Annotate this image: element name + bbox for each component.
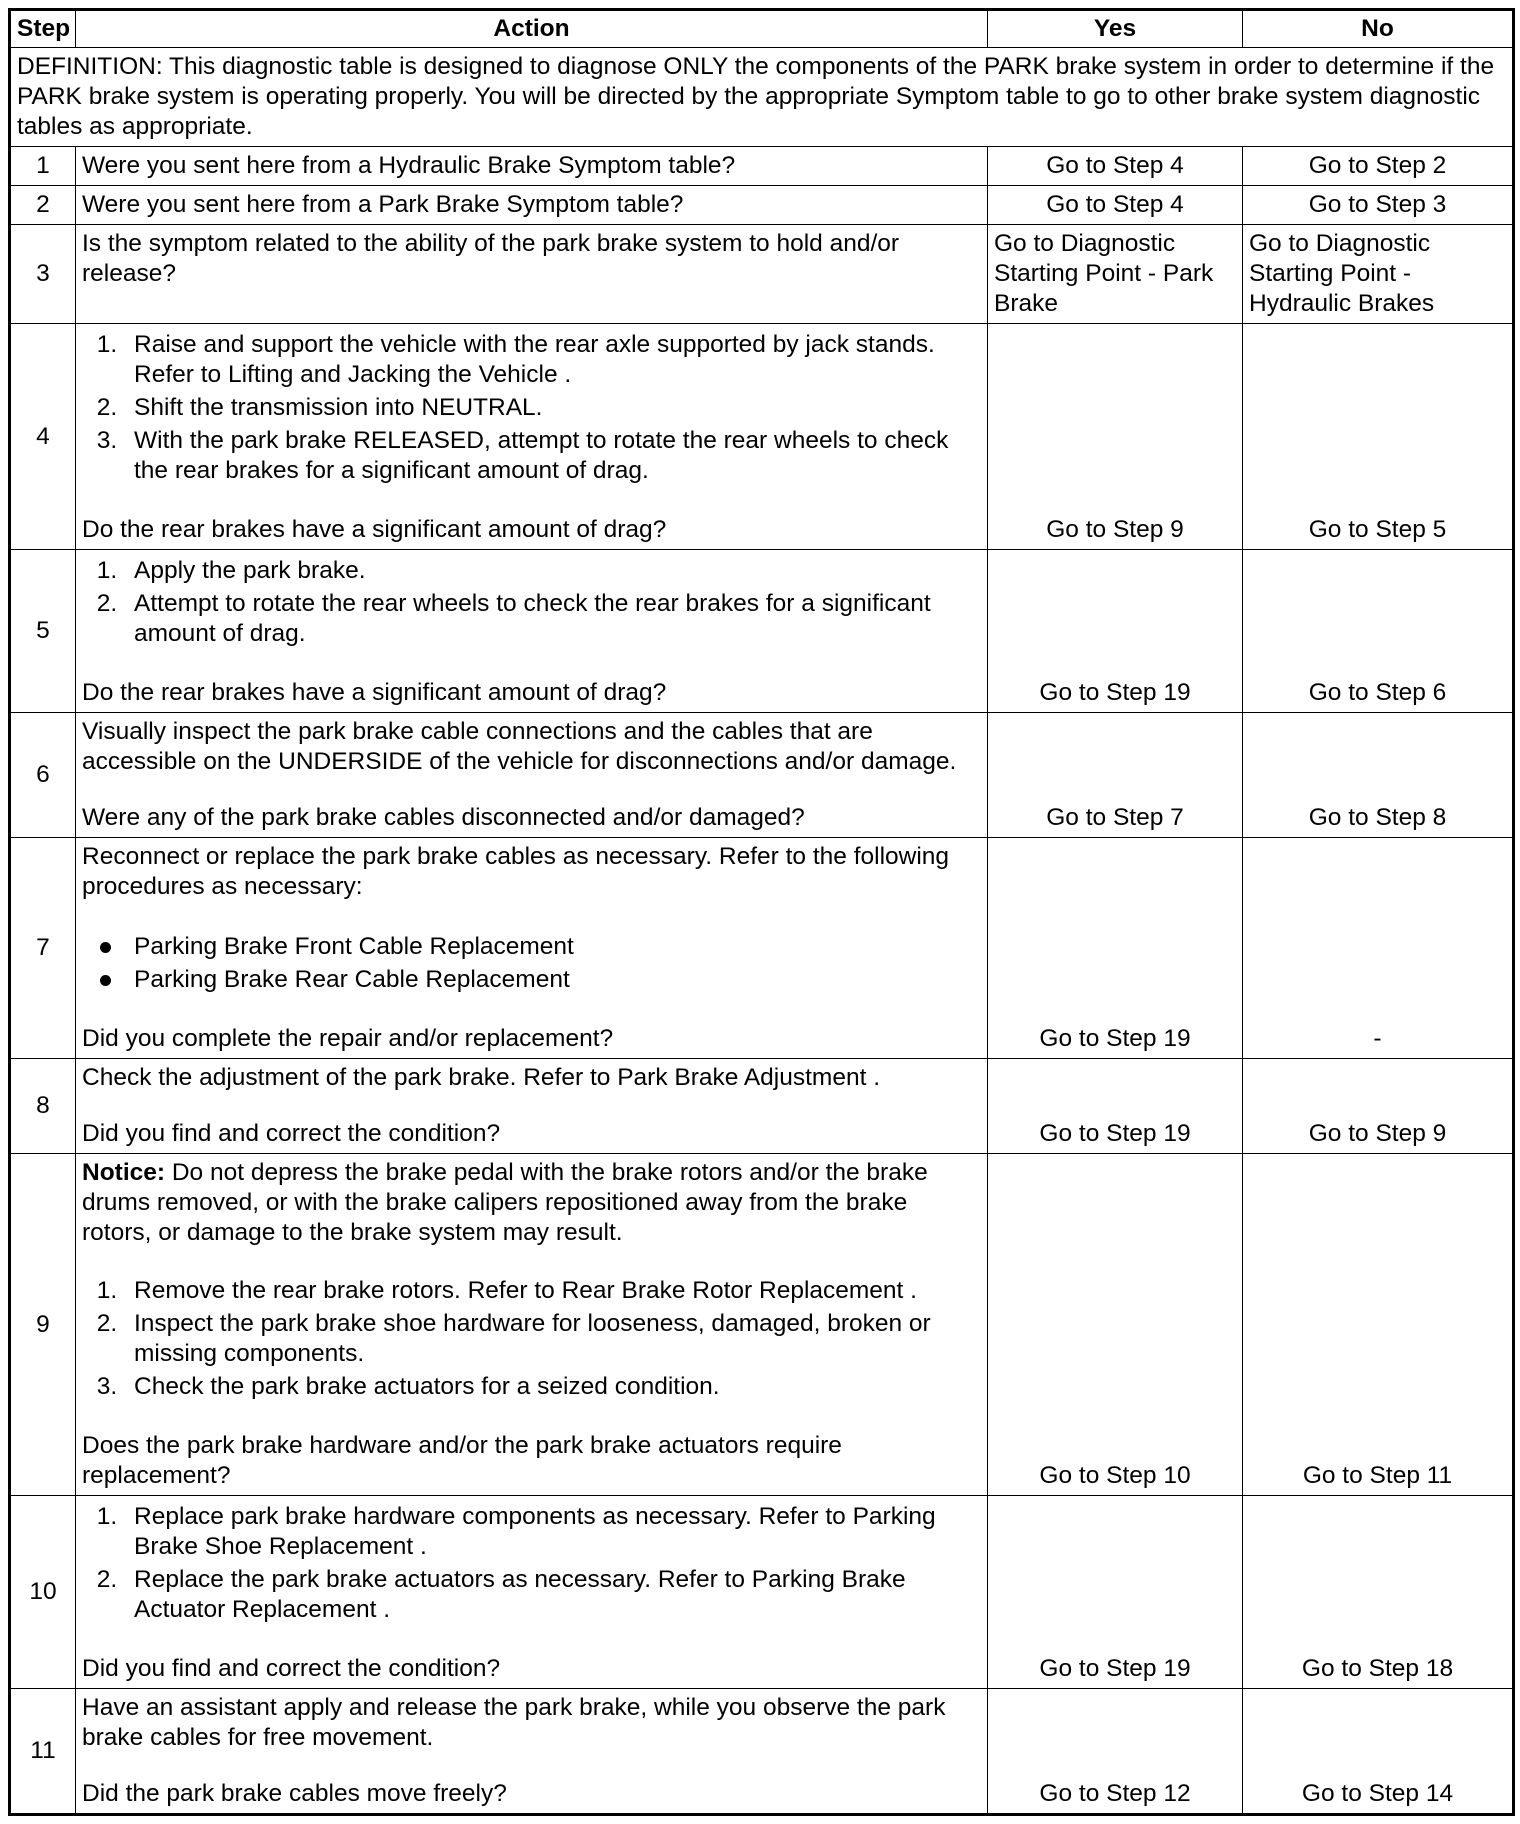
step-number: 11 <box>10 1689 76 1815</box>
header-no: No <box>1243 10 1514 48</box>
action-cell <box>76 838 988 1059</box>
no-cell: Go to Step 11 <box>1243 1154 1514 1496</box>
step-number: 5 <box>10 550 76 713</box>
list-item: 1. Remove the rear brake rotors. Refer to Rear Brake Rotor Replacement . <box>124 1276 981 1306</box>
action-cell <box>76 550 988 713</box>
procedure-list <box>82 330 981 486</box>
question-text: Were you sent here from a Hydraulic Brake Symptom table? <box>82 152 736 179</box>
list-item: 2. Replace the park brake actuators as necessary. Refer to Parking Brake Actuator Replacement . <box>124 1565 981 1625</box>
table-row <box>10 147 1514 186</box>
step-number: 7 <box>10 838 76 1059</box>
step-number: 8 <box>10 1059 76 1154</box>
yes-cell: Go to Step 19 <box>988 550 1243 713</box>
action-cell <box>76 186 988 225</box>
step-number: 10 <box>10 1496 76 1689</box>
action-cell <box>76 147 988 186</box>
yes-cell: Go to Step 9 <box>988 324 1243 550</box>
action-cell <box>76 324 988 550</box>
list-item: 1. Apply the park brake. <box>124 556 981 586</box>
no-cell: Go to Diagnostic Starting Point - Hydraulic Brakes <box>1243 225 1514 324</box>
table-row <box>10 1154 1514 1496</box>
table-row <box>10 186 1514 225</box>
no-cell: Go to Step 8 <box>1243 713 1514 838</box>
question-text: Does the park brake hardware and/or the park brake actuators require replacement? <box>82 1432 842 1489</box>
yes-cell: Go to Step 19 <box>988 1496 1243 1689</box>
action-cell <box>76 713 988 838</box>
question-text: Were any of the park brake cables disconnected and/or damaged? <box>82 804 805 831</box>
question-text: Do the rear brakes have a significant amount of drag? <box>82 679 667 706</box>
question-text: Did you find and correct the condition? <box>82 1655 501 1682</box>
no-cell: Go to Step 18 <box>1243 1496 1514 1689</box>
procedure-list <box>82 556 981 649</box>
header-yes: Yes <box>988 10 1243 48</box>
instruction-text: Have an assistant apply and release the park brake, while you observe the park brake cables for free movement. <box>82 1694 946 1751</box>
diagnostic-document <box>8 8 1512 1816</box>
notice-body: Do not depress the brake pedal with the brake rotors and/or the brake drums removed, or with the brake calipers repositioned away from the brake rotors, or damage to the brake system may result. <box>82 1159 928 1246</box>
step-number: 2 <box>10 186 76 225</box>
table-row <box>10 838 1514 1059</box>
table-row <box>10 550 1514 713</box>
instruction-text: Reconnect or replace the park brake cables as necessary. Refer to the following procedures as necessary: <box>82 843 950 900</box>
question-text: Is the symptom related to the ability of the park brake system to hold and/or release? <box>82 230 900 287</box>
step-number: 9 <box>10 1154 76 1496</box>
action-cell <box>76 1154 988 1496</box>
list-item: 1. Replace park brake hardware components as necessary. Refer to Parking Brake Shoe Replacement . <box>124 1502 981 1562</box>
table-row <box>10 324 1514 550</box>
header-row <box>10 10 1514 48</box>
action-cell <box>76 1496 988 1689</box>
procedure-list <box>82 1276 981 1402</box>
question-text: Did you complete the repair and/or replacement? <box>82 1025 614 1052</box>
yes-cell: Go to Step 19 <box>988 838 1243 1059</box>
step-number: 1 <box>10 147 76 186</box>
bullet-item: Parking Brake Front Cable Replacement <box>124 932 981 962</box>
step-number: 3 <box>10 225 76 324</box>
no-cell: Go to Step 5 <box>1243 324 1514 550</box>
notice-text <box>82 1158 981 1248</box>
list-item: 3. With the park brake RELEASED, attempt to rotate the rear wheels to check the rear brakes for a significant amount of drag. <box>124 426 981 486</box>
definition-text: DEFINITION: This diagnostic table is designed to diagnose ONLY the components of the PARK brake system in order to determine if the PARK brake system is operating properly. You will be directed by the appropriate Symptom table to go to other brake system diagnostic tables as appropriate. <box>10 48 1514 147</box>
list-item: 3. Check the park brake actuators for a seized condition. <box>124 1372 981 1402</box>
table-row <box>10 1059 1514 1154</box>
yes-cell: Go to Step 12 <box>988 1689 1243 1815</box>
procedure-bullets <box>82 932 981 995</box>
action-cell <box>76 1059 988 1154</box>
action-cell <box>76 1689 988 1815</box>
question-text: Did you find and correct the condition? <box>82 1120 501 1147</box>
list-item: 2. Shift the transmission into NEUTRAL. <box>124 393 981 423</box>
action-cell <box>76 225 988 324</box>
diagnostic-table <box>8 8 1515 1816</box>
procedure-list <box>82 1502 981 1625</box>
yes-cell: Go to Step 10 <box>988 1154 1243 1496</box>
table-row <box>10 713 1514 838</box>
list-item: 2. Attempt to rotate the rear wheels to check the rear brakes for a significant amount of drag. <box>124 589 981 649</box>
no-cell: Go to Step 14 <box>1243 1689 1514 1815</box>
no-cell: Go to Step 6 <box>1243 550 1514 713</box>
question-text: Were you sent here from a Park Brake Symptom table? <box>82 191 684 218</box>
list-item: 2. Inspect the park brake shoe hardware for looseness, damaged, broken or missing components. <box>124 1309 981 1369</box>
no-cell: Go to Step 9 <box>1243 1059 1514 1154</box>
question-text: Did the park brake cables move freely? <box>82 1780 507 1807</box>
step-number: 4 <box>10 324 76 550</box>
yes-cell: Go to Diagnostic Starting Point - Park Brake <box>988 225 1243 324</box>
table-row <box>10 1496 1514 1689</box>
table-row <box>10 225 1514 324</box>
yes-cell: Go to Step 7 <box>988 713 1243 838</box>
header-step: Step <box>10 10 76 48</box>
bullet-item: Parking Brake Rear Cable Replacement <box>124 965 981 995</box>
instruction-text: Check the adjustment of the park brake. Refer to Park Brake Adjustment . <box>82 1064 881 1091</box>
instruction-text: Visually inspect the park brake cable connections and the cables that are accessible on the UNDERSIDE of the vehicle for disconnections and/or damage. <box>82 718 957 775</box>
yes-cell: Go to Step 4 <box>988 147 1243 186</box>
header-action: Action <box>76 10 988 48</box>
list-item: 1. Raise and support the vehicle with the rear axle supported by jack stands. Refer to Lifting and Jacking the Vehicle . <box>124 330 981 390</box>
yes-cell: Go to Step 4 <box>988 186 1243 225</box>
definition-row <box>10 48 1514 147</box>
no-cell: - <box>1243 838 1514 1059</box>
table-row <box>10 1689 1514 1815</box>
yes-cell: Go to Step 19 <box>988 1059 1243 1154</box>
step-number: 6 <box>10 713 76 838</box>
no-cell: Go to Step 2 <box>1243 147 1514 186</box>
question-text: Do the rear brakes have a significant amount of drag? <box>82 516 667 543</box>
notice-label: Notice: <box>82 1159 166 1186</box>
no-cell: Go to Step 3 <box>1243 186 1514 225</box>
